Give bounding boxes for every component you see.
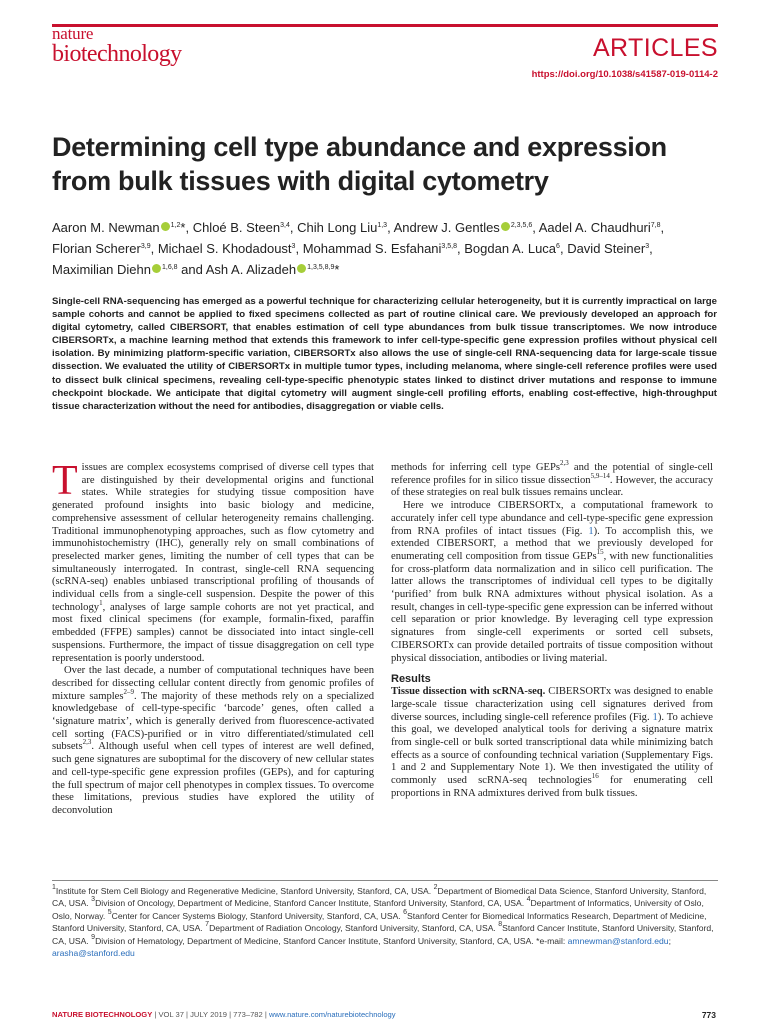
orcid-icon[interactable] (297, 264, 306, 273)
logo-line-1: nature (52, 24, 94, 43)
footer-issue: | VOL 37 | JULY 2019 | 773–782 | (152, 1010, 269, 1019)
figure-link[interactable]: 1 (652, 711, 658, 723)
reference-citation[interactable]: 16 (591, 772, 599, 781)
journal-logo[interactable] (52, 26, 182, 66)
results-heading: Results (391, 673, 431, 686)
author-name[interactable]: Maximilian Diehn $^{1,6,8}$ (52, 262, 178, 277)
reference-citation[interactable]: 2,3 (82, 738, 92, 747)
email-link[interactable]: amnewman@stanford.edu (567, 935, 669, 946)
body-column-left (52, 458, 375, 818)
footer-url[interactable]: www.nature.com/naturebiotechnology (268, 1010, 396, 1019)
body-column-right (391, 459, 714, 801)
reference-citation[interactable]: 15 (596, 547, 604, 556)
footer-journal: NATURE BIOTECHNOLOGY (52, 1010, 153, 1019)
page-footer (52, 1010, 396, 1019)
logo-line-2: biotechnology (52, 41, 182, 67)
subsection-heading: Tissue dissection with scRNA-seq. (391, 686, 546, 698)
footnote-rule (52, 880, 718, 881)
section-label: ARTICLES (592, 34, 718, 62)
intro-paragraph-2: Over the last decade, a number of computational techniques have been described for dissecting cellular content directly from genomic profiles of mixture samples$^{2-9}$. The majority of these methods rely on a specialized knowledgebase of cell-type-specific ‘barcode’ genes, often called a ‘signature matrix’, which is generally derived from fluorescence-activated cell sorting (FACS)-purified or in vitro differentiated/stimulated cell subsets$^{2,3}$. Although useful when cell types of interest are well defined, such gene signatures are suboptimal for the discovery of new cellular states and cell-type-specific gene expression profiles (GEPs), and for capturing the full spectrum of major cell phenotypes in complex tissues. To overcome these limitations, previous studies have explored the utility of deconvolution (52, 665, 375, 816)
author-name[interactable]: Bogdan A. Luca$^6$ (464, 241, 560, 256)
author-name[interactable]: David Steiner$^3$ (567, 241, 650, 256)
reference-citation[interactable]: 1 (99, 598, 103, 607)
reference-citation[interactable]: 2–9 (123, 687, 135, 696)
author-name[interactable]: Chloé B. Steen$^{3,4}$ (192, 220, 290, 235)
intro-paragraph-3: Here we introduce CIBERSORTx, a computational framework to accurately infer cell type abundance and cell-type-specific gene expression from RNA profiles of intact tissues (Fig. 1). To accomplish this, we extended CIBERSORT, a method that we previously developed for enumerating cell composition from tissue GEPs$^{15}$, with new functionalities for cross-platform data normalization and in silico cell purification. The latter allows the transcriptomes of individual cell types to be digitally ‘purified’ from bulk RNA admixtures without physical isolation. As a result, changes in cell-type-specific gene expression can be inferred without cell separation or prior knowledge. By leveraging cell type expression signatures from single-cell experiments or sorted cell subsets, CIBERSORTx can provide detailed portraits of tissue composition without physical dissociation, antibodies or living material. (391, 500, 713, 664)
author-name[interactable]: Florian Scherer$^{3,9}$ (52, 241, 151, 256)
author-name[interactable]: Aadel A. Chaudhuri$^{7,8}$ (538, 220, 661, 235)
page-number: 773 (701, 1010, 716, 1020)
author-name[interactable]: Chih Long Liu$^{1,3}$ (297, 220, 388, 235)
intro-paragraph-1: Tissues are complex ecosystems comprised of diverse cell types that are distinguished by their developmental origins and functional states. While strategies for studying tissue composition have generated profound insights into basic biology and medicine, comprehensive assessment of cellular heterogeneity remains challenging. Traditional immunophenotyping approaches, such as flow cytometry and immunohistochemistry (IHC), generally rely on small combinations of preselected marker genes, limiting the number of cell types that can be simultaneously interrogated. In contrast, single-cell RNA sequencing (scRNA-seq) enables unbiased transcriptional profiling of thousands of individual cells from a single-cell suspension. Despite the power of this technology$^1$, analyses of large sample cohorts are not yet practical, and most fixed clinical specimens (for example, formalin-fixed, paraffin embedded (FFPE) samples) cannot be dissociated into intact single-cell suspensions. Furthermore, the impact of tissue disaggregation on cell type representation is poorly understood. (52, 458, 374, 664)
drop-cap: T (52, 458, 78, 504)
orcid-icon[interactable] (501, 222, 510, 231)
author-name[interactable]: Aaron M. Newman $^{1,2}$* (52, 220, 186, 235)
email-link[interactable]: arasha@stanford.edu (52, 948, 135, 959)
figure-link[interactable]: 1 (588, 525, 594, 537)
author-name[interactable]: Andrew J. Gentles $^{2,3,5,6}$ (393, 220, 533, 235)
author-list: Aaron M. Newman $^{1,2}$*, Chloé B. Steen$^{3,4}$, Chih Long Liu$^{1,3}$, Andrew J. Gentles $^{2,3,5,6}$, Aadel A. Chaudhuri$^{7,8}$, Florian Scherer$^{3,9}$, Michael S. Khodadoust$^3$, Mohammad S. Esfahani$^{3,5,8}$, Bogdan A. Luca$^6$, David Steiner$^3$, Maximilian Diehn $^{1,6,8}$ and Ash A. Alizadeh $^{1,3,5,8,9}$* (52, 220, 665, 277)
affiliations-footnote: $^1$Institute for Stem Cell Biology and Regenerative Medicine, Stanford University, Stanford, CA, USA. $^2$Department of Biomedical Data Science, Stanford University, Stanford, CA, USA. $^3$Division of Oncology, Department of Medicine, Stanford Cancer Institute, Stanford University, Stanford, CA, USA. $^4$Department of Informatics, University of Oslo, Oslo, Norway. $^5$Center for Cancer Systems Biology, Stanford University, Stanford, CA, USA. $^6$Stanford Center for Biomedical Informatics Research, Department of Medicine, Stanford University, Stanford, CA, USA. $^7$Department of Radiation Oncology, Stanford University, Stanford, CA, USA. $^8$Stanford Cancer Institute, Stanford University, Stanford, CA, USA. $^9$Division of Hematology, Department of Medicine, Stanford Cancer Institute, Stanford University, Stanford, CA, USA. *e-mail: amnewman@stanford.edu; arasha@stanford.edu (52, 884, 714, 959)
reference-citation[interactable]: 5,9–14 (590, 471, 610, 480)
reference-citation[interactable]: 2,3 (559, 459, 569, 467)
orcid-icon[interactable] (152, 264, 161, 273)
orcid-icon[interactable] (161, 222, 170, 231)
abstract: Single-cell RNA-sequencing has emerged as a powerful technique for characterizing cellular heterogeneity, but it is currently impractical on large sample cohorts and cannot be applied to fixed specimens collected as part of routine clinical care. We previously developed an approach for digital cytometry, called CIBERSORT, that enables estimation of cell type abundances from bulk tissue transcriptomes. We now introduce CIBERSORTx, a machine learning method that extends this framework to infer cell-type-specific gene expression profiles without physical cell isolation. By minimizing platform-specific variation, CIBERSORTx also allows the use of single-cell RNA-sequencing data for large-scale tissue dissection. We evaluated the utility of CIBERSORTx in multiple tumor types, including melanoma, where single-cell reference profiles were used to dissect bulk clinical specimens, revealing cell-type-specific phenotypic states linked to distinct driver mutations and response to immune checkpoint blockade. We anticipate that digital cytometry will augment single-cell profiling efforts, enabling cost-effective, high-throughput tissue characterization without the need for antibodies, disaggregation or viable cells. (52, 296, 717, 412)
author-name[interactable]: Ash A. Alizadeh $^{1,3,5,8,9}$* (205, 262, 340, 277)
article-title: Determining cell type abundance and expression from bulk tissues with digital cytometry (52, 132, 667, 196)
doi-link[interactable]: https://doi.org/10.1038/s41587-019-0114-2 (531, 69, 718, 80)
results-paragraph-1: Tissue dissection with scRNA-seq. CIBERSORTx was designed to enable large-scale tissue characterization using cell signatures derived from diverse sources, including single-cell reference profiles (Fig. 1). To achieve this goal, we developed analytical tools for deriving a signature matrix from single-cell or bulk sorted transcriptional data while minimizing batch effects as a source of confounding technical variation (Supplementary Figs. 1 and 2 and Supplementary Note 1). We then investigated the utility of commonly used scRNA-seq technologies$^{16}$ for enumerating cell proportions in RNA admixtures derived from bulk tissues. (391, 686, 714, 799)
author-name[interactable]: Michael S. Khodadoust$^3$ (157, 241, 296, 256)
author-name[interactable]: Mohammad S. Esfahani$^{3,5,8}$ (302, 241, 457, 256)
intro-paragraph-2-cont: methods for inferring cell type GEPs$^{2,3}$ and the potential of single-cell reference profiles for in silico tissue dissection$^{5,9-14}$. However, the accuracy of these strategies on real bulk tissues remains unclear. (391, 459, 714, 499)
